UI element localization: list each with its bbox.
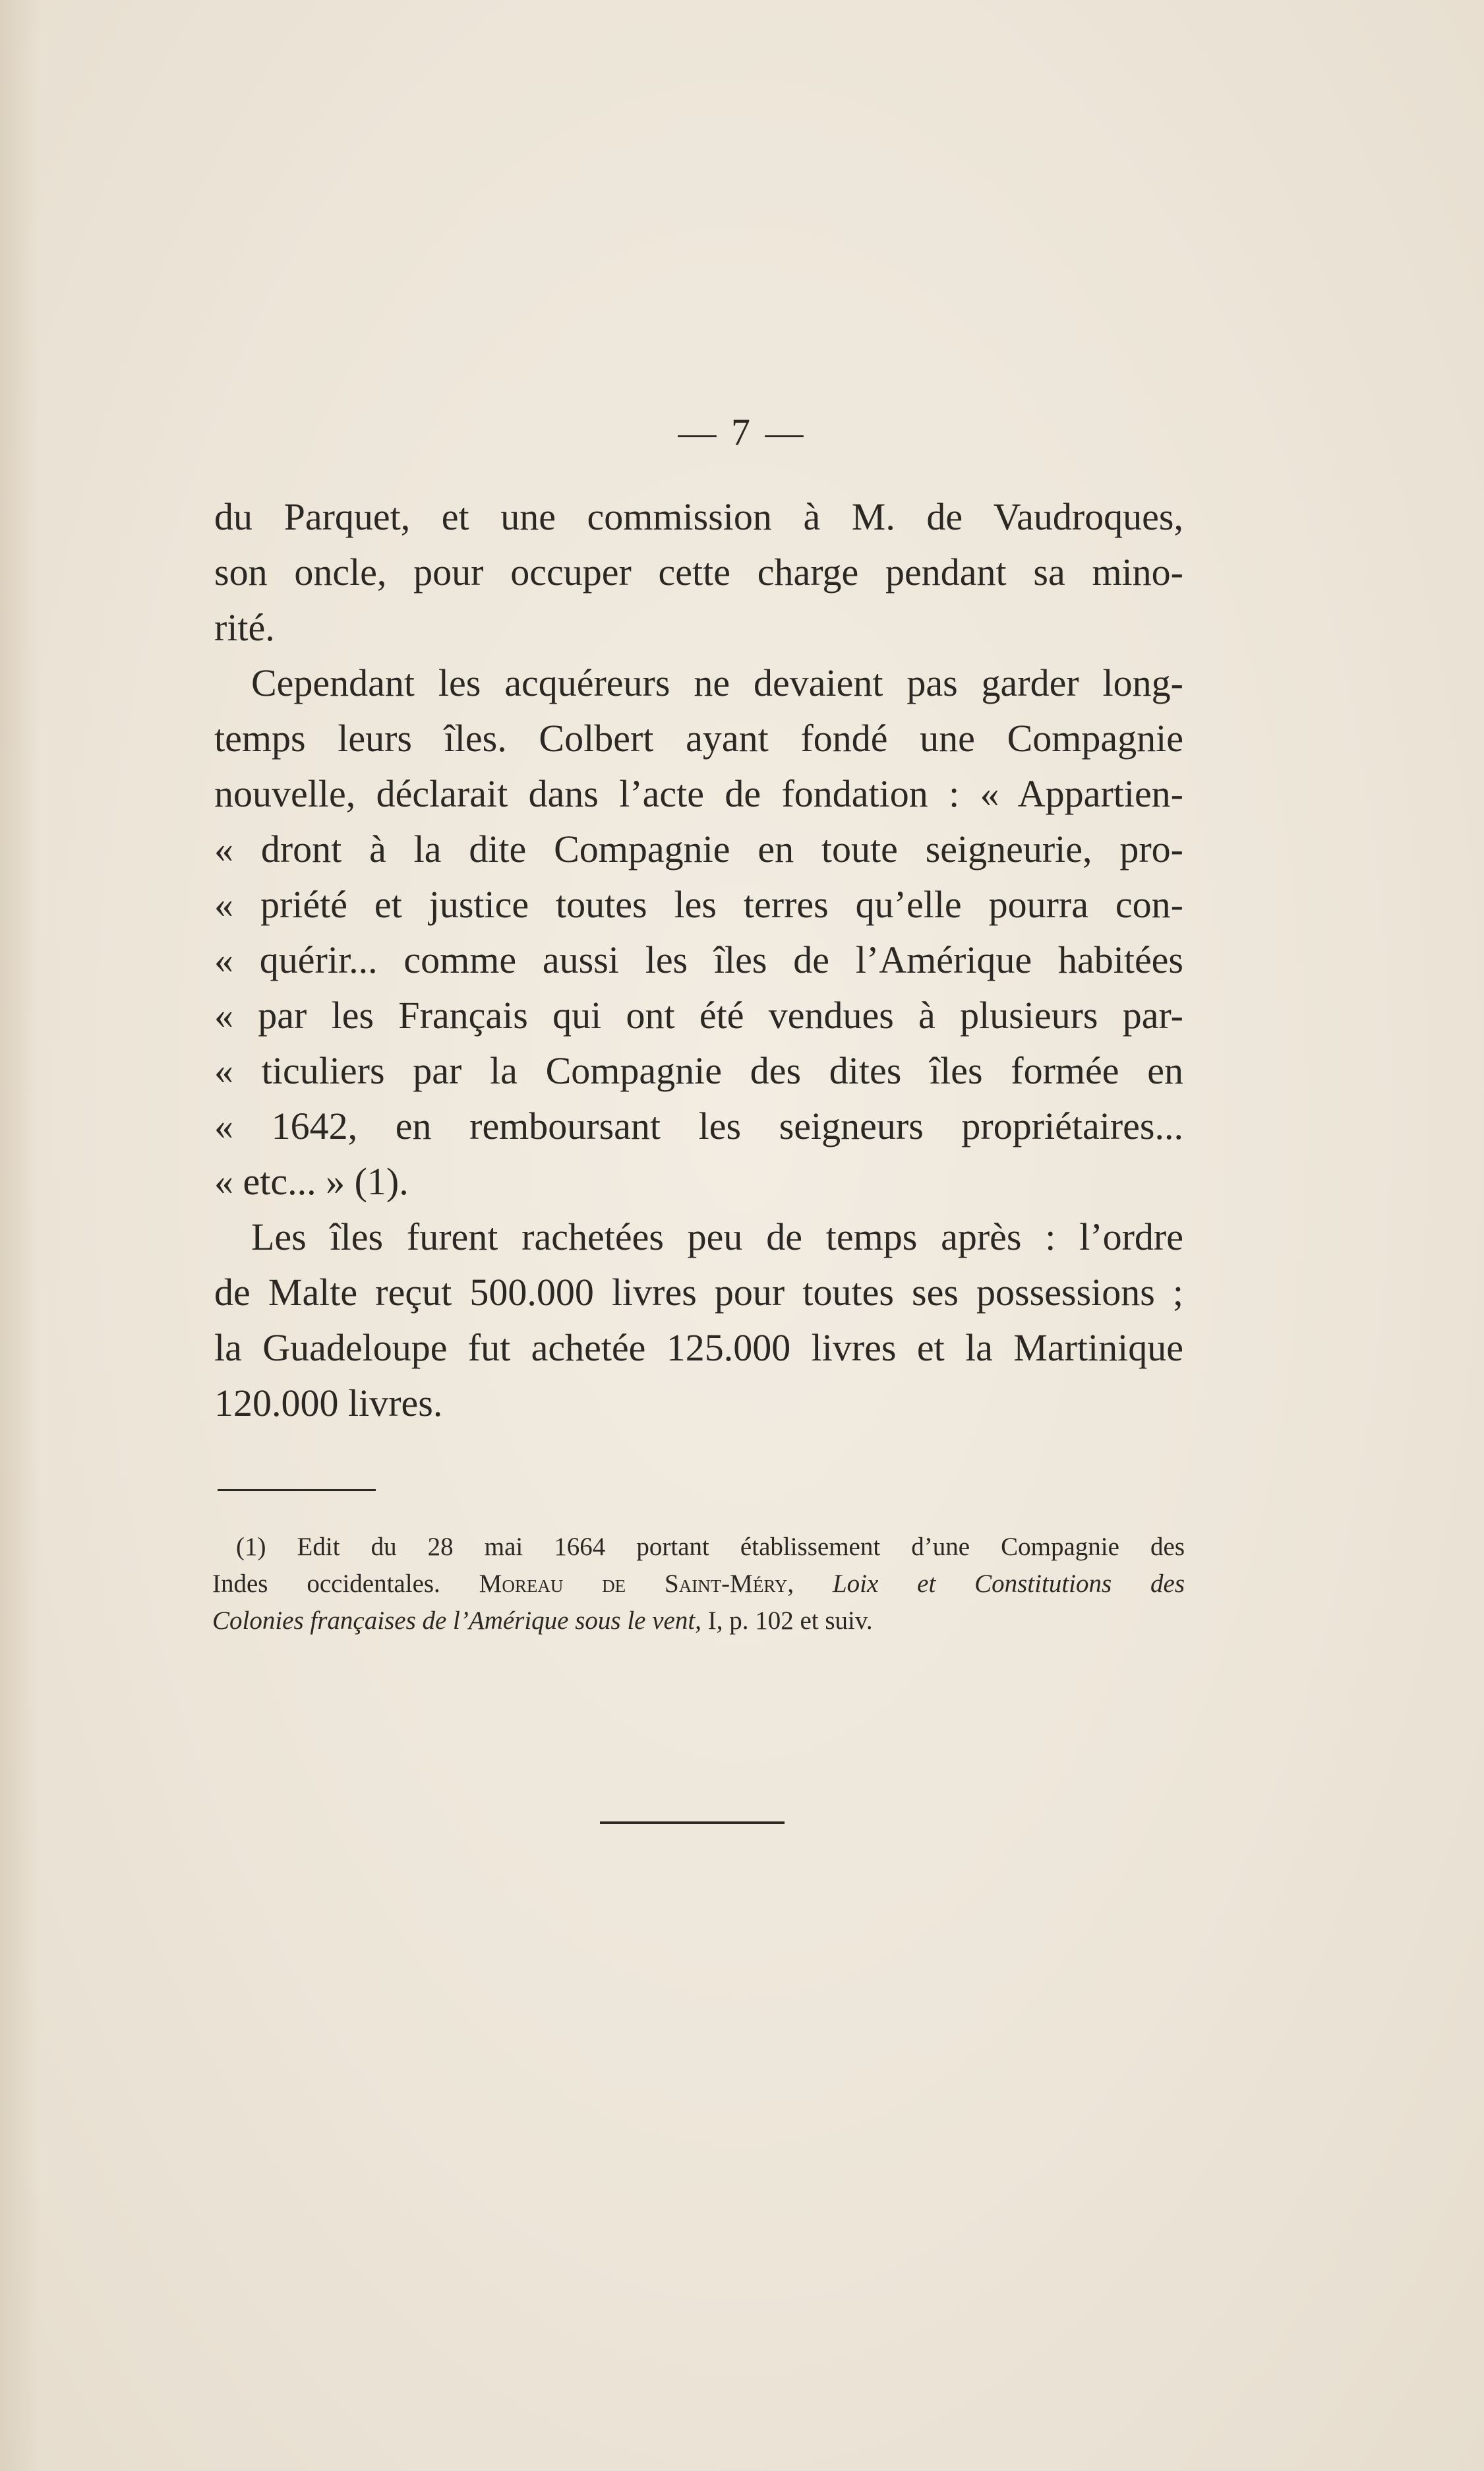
footnote-line <box>212 1602 1185 1639</box>
text-line: la Guadeloupe fut achetée 125.000 livres et la Martinique <box>214 1326 1183 1369</box>
text-line: de Malte reçut 500.000 livres pour toutes ses possessions ; <box>214 1271 1183 1314</box>
page-number: — 7 — <box>678 411 806 454</box>
footnote-line <box>212 1566 1185 1602</box>
footnote-title: Colonies françaises de l’Amérique sous le vent <box>212 1606 696 1635</box>
text-line: 120.000 livres. <box>214 1382 443 1424</box>
footnote-separator <box>218 1489 376 1491</box>
text-line: nouvelle, déclarait dans l’acte de fondation : « Appartien- <box>214 772 1183 815</box>
text-line: du Parquet, et une commission à M. de Vaudroques, <box>214 495 1183 538</box>
footnote-line: (1) Edit du 28 mai 1664 portant établissement d’une Compagnie des <box>236 1533 1185 1561</box>
text-line: son oncle, pour occuper cette charge pendant sa mino- <box>214 551 1183 594</box>
text-line: « 1642, en remboursant les seigneurs propriétaires... <box>214 1105 1183 1147</box>
text-line: temps leurs îles. Colbert ayant fondé une Compagnie <box>214 717 1183 760</box>
footnote-text: , I, p. 102 et suiv. <box>695 1606 873 1635</box>
text-line: « dront à la dite Compagnie en toute seigneurie, pro- <box>214 828 1183 870</box>
text-line: Cependant les acquéreurs ne devaient pas garder long- <box>251 661 1183 704</box>
footnote <box>212 1529 1185 1639</box>
footnote-text: Indes occidentales. <box>212 1570 479 1598</box>
text-line: « ticuliers par la Compagnie des dites îles formée en <box>214 1049 1183 1092</box>
end-of-text-rule <box>600 1821 785 1824</box>
page-edge-shadow <box>0 0 40 2471</box>
text-line: « quérir... comme aussi les îles de l’Amérique habitées <box>214 938 1183 981</box>
footnote-title: Loix et Constitutions des <box>832 1570 1185 1598</box>
main-text <box>214 489 1183 1431</box>
text-line: Les îles furent rachetées peu de temps après : l’ordre <box>251 1215 1183 1258</box>
footnote-author: Moreau de Saint-Méry <box>479 1570 788 1598</box>
text-line: rité. <box>214 606 275 649</box>
text-line: « priété et justice toutes les terres qu’elle pourra con- <box>214 883 1183 926</box>
text-line: « par les Français qui ont été vendues à plusieurs par- <box>214 994 1183 1037</box>
text-line: « etc... » (1). <box>214 1160 409 1203</box>
footnote-text: , <box>787 1570 833 1598</box>
